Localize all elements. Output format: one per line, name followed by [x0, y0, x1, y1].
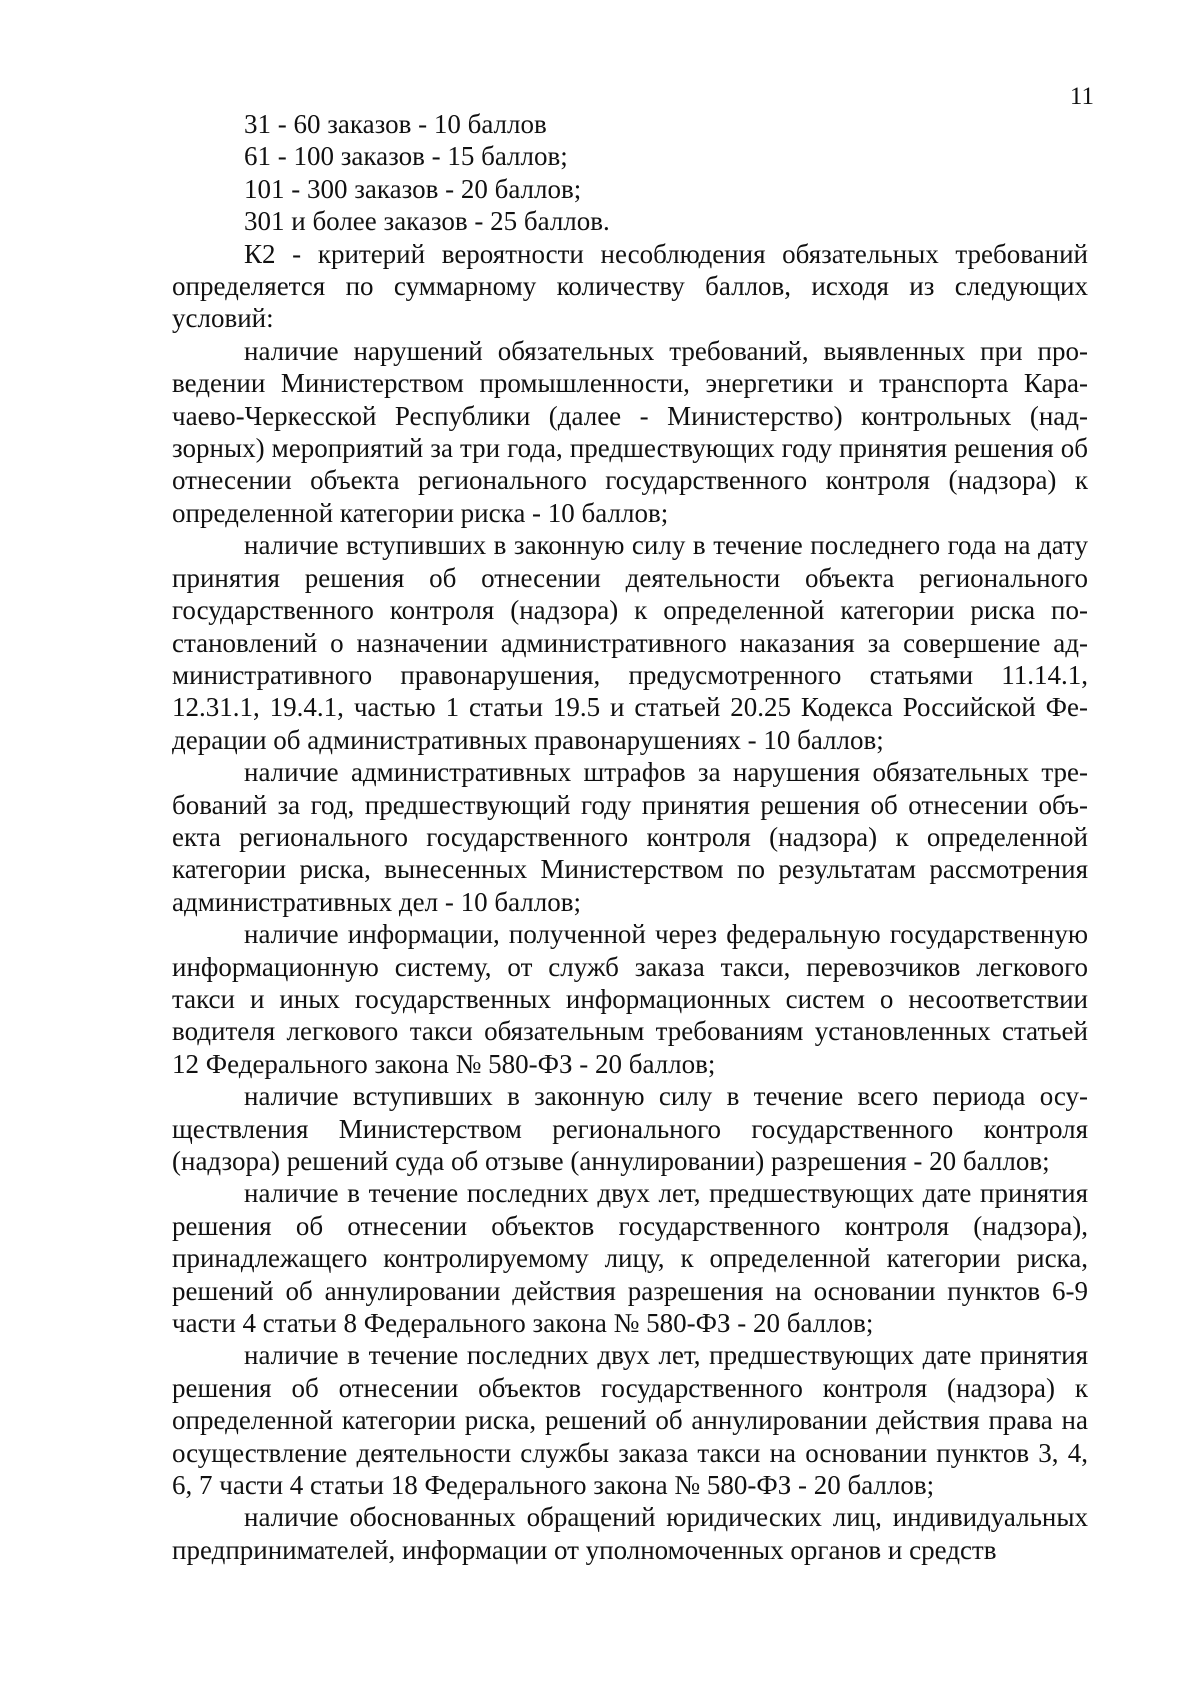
score-list-item: 61 - 100 заказов - 15 баллов;: [244, 141, 568, 172]
condition-paragraph: наличие в течение последних двух лет, предшествующих дате принятия решения об отнесении объектов государственного контроля (надзора) к определенной категории риска, решений об аннулировании действия права на осуществление деятельности службы заказа такси на основании пунктов 3, 4, 6, 7 части 4 статьи 18 Федерального закона № 580-ФЗ - 20 баллов;: [172, 1340, 1088, 1501]
condition-paragraph: наличие вступивших в законную силу в течение всего периода осуществления Министерством регионального государственного контроля (надзора) решений суда об отзыве (аннулировании) разрешения - 20 баллов;: [172, 1081, 1088, 1176]
score-list: [172, 108, 1088, 238]
score-list-item: 101 - 300 заказов - 20 баллов;: [244, 173, 582, 204]
condition-paragraph: наличие информации, полученной через федеральную государственную информационную систему, от служб заказа такси, перевозчиков легкового такси и иных государственных информационных систем о несоответствии водителя легкового такси обязательным требованиям установленных статьей 12 Федерального закона № 580-ФЗ - 20 баллов;: [172, 919, 1088, 1079]
condition-paragraph: наличие административных штрафов за нарушения обязательных требований за год, предшествующий году принятия решения об отнесении объекта регионального государственного контроля (надзора) к определенной категории риска, вынесенных Министерством по результатам рассмотрения административных дел - 10 баллов;: [172, 757, 1088, 917]
page-number: 11: [1069, 83, 1094, 110]
score-list-item: 301 и более заказов - 25 баллов.: [244, 206, 610, 237]
condition-paragraph: наличие нарушений обязательных требований, выявленных при проведении Министерством промышленности, энергетики и транспорта Карачаево-Черкесской Республики (далее - Министерство) контрольных (надзорных) мероприятий за три года, предшествующих году принятия решения об отнесении объекта регионального государственного контроля (надзора) к определенной категории риска - 10 баллов;: [172, 335, 1088, 528]
condition-paragraph: наличие обоснованных обращений юридических лиц, индивидуальных предпринимателей, информации от уполномоченных органов и средств: [172, 1502, 1088, 1565]
score-list-item: 31 - 60 заказов - 10 баллов: [244, 109, 547, 139]
condition-paragraph: наличие в течение последних двух лет, предшествующих дате принятия решения об отнесении объектов государственного контроля (надзора), принадлежащего контролируемому лицу, к определенной категории риска, решений об аннулировании действия разрешения на основании пунктов 6-9 части 4 статьи 8 Федерального закона № 580-ФЗ - 20 баллов;: [172, 1178, 1088, 1339]
k2-definition-paragraph: К2 - критерий вероятности несоблюдения обязательных требований определяется по суммарному количеству баллов, исходя из следующих условий:: [172, 238, 1088, 334]
page-content: [172, 108, 1088, 1566]
condition-paragraph: наличие вступивших в законную силу в течение последнего года на дату принятия решения об отнесении деятельности объекта регионального государственного контроля (надзора) к определенной категории риска постановлений о назначении административного наказания за совершение административного правонарушения, предусмотренного статьями 11.14.1, 12.31.1, 19.4.1, частью 1 статьи 19.5 и статьей 20.25 Кодекса Российской Федерации об административных правонарушениях - 10 баллов;: [172, 530, 1088, 755]
